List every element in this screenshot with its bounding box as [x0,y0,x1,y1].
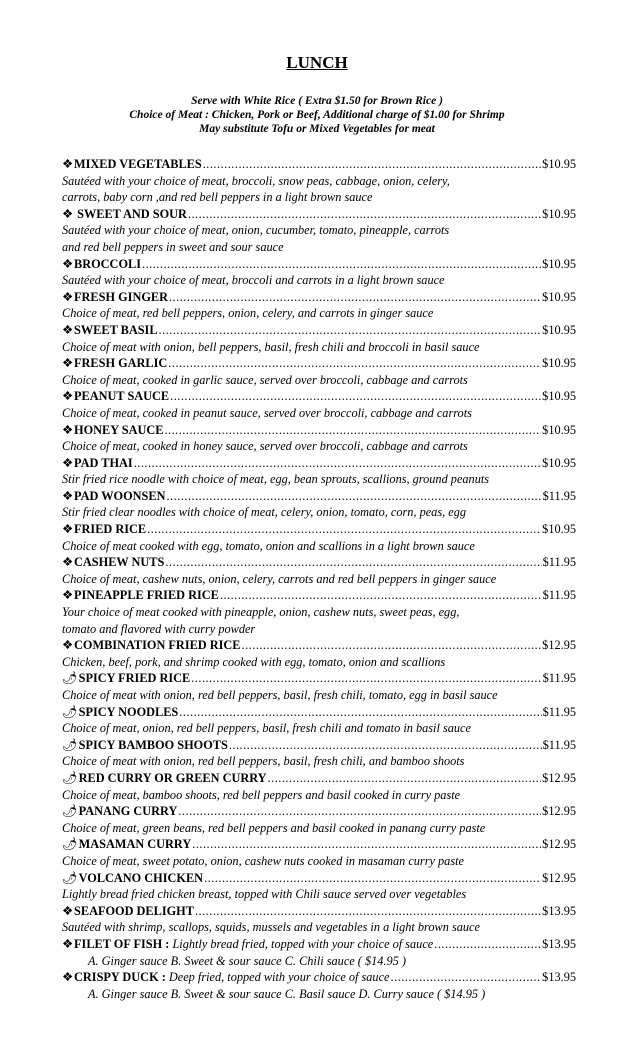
menu-item-price: $13.95 [542,903,576,918]
menu-item-sauce-options: A. Ginger sauce B. Sweet & sour sauce C. Basil sauce D. Curry sauce ( $14.95 ) [88,986,486,1001]
menu-item-description: Chicken, beef, pork, and shrimp cooked with egg, tomato, onion and scallions [62,654,446,669]
menu-item-heading [62,521,576,538]
dot-leader [391,969,542,986]
menu-item-description: Choice of meat cooked with egg, tomato, onion and scallions in a light brown sauce [62,538,475,553]
dot-leader [192,836,541,853]
menu-item-name: ❖FRIED RICE [62,522,147,537]
menu-item-name: 🌶PANANG CURRY [62,804,178,819]
menu-item-sauce-options: A. Ginger sauce B. Sweet & sour sauce C. Chili sauce ( $14.95 ) [88,953,406,968]
menu-item-name: ❖FRESH GINGER [62,289,168,304]
menu-item-price: $10.95 [542,322,576,337]
bullet-diamond-icon: ❖ [62,588,74,603]
menu-item-heading [62,388,576,405]
menu-item-price: $12.95 [542,804,576,819]
dot-leader [204,870,541,887]
menu-item-name: ❖PAD THAI [62,455,133,470]
bullet-diamond-icon: ❖ [62,488,74,503]
dot-leader [203,156,541,173]
intro-line-rice: Serve with White Rice ( Extra $1.50 for Brown Rice ) [191,95,443,107]
menu-item-description: Stir fried clear noodles with choice of meat, celery, onion, tomato, corn, peas, egg [62,505,467,520]
menu-item-heading [62,704,576,721]
menu-item-price: $11.95 [542,737,576,752]
bullet-diamond-icon: ❖ [62,970,74,985]
menu-item-description: Choice of meat, red bell peppers, onion, celery, and carrots in ginger sauce [62,306,434,321]
bullet-diamond-icon: ❖ [62,455,74,470]
menu-item-heading [62,322,576,339]
menu-item-description: Choice of meat, onion, red bell peppers, basil, fresh chili and tomato in basil sauce [62,721,471,736]
dot-leader [191,670,541,687]
menu-item-description: Choice of meat, bamboo shoots, red bell peppers and basil cooked in curry paste [62,787,461,802]
menu-item-description: Choice of meat, cooked in garlic sauce, served over broccoli, cabbage and carrots [62,372,468,387]
menu-item-heading [62,770,576,787]
dot-leader [178,803,541,820]
menu-item-price: $10.95 [542,289,576,304]
chili-pepper-icon: 🌶 [62,870,78,885]
menu-item-description: Choice of meat, cooked in peanut sauce, served over broccoli, cabbage and carrots [62,405,472,420]
chili-pepper-icon: 🌶 [62,804,78,819]
menu-item-description: Sautéed with shrimp, scallops, squids, mussels and vegetables in a light brown sauce [62,920,480,935]
menu-item-name: 🌶VOLCANO CHICKEN [62,870,204,885]
bullet-diamond-icon: ❖ [62,389,74,404]
menu-item-heading [62,554,576,571]
page-title: LUNCH [286,53,348,72]
menu-item-name: ❖CRISPY DUCK : Deep fried, topped with your choice of sauce [62,970,390,985]
dot-leader [242,637,542,654]
menu-item-name: ❖FILET OF FISH : Lightly bread fried, topped with your choice of sauce [62,936,434,951]
intro-line-substitute: May substitute Tofu or Mixed Vegetables for meat [199,123,435,135]
dot-leader [164,422,541,439]
dot-leader [170,388,541,405]
menu-item-name: ❖SEAFOOD DELIGHT [62,903,194,918]
menu-item-note: Lightly bread fried, topped with your choice of sauce [172,936,434,951]
dot-leader [195,903,541,920]
menu-item-description: and red bell peppers in sweet and sour sauce [62,239,284,254]
menu-item-name: ❖FRESH GARLIC [62,356,168,371]
menu-item-heading [62,737,576,754]
chili-pepper-icon: 🌶 [62,671,78,686]
bullet-diamond-icon: ❖ [62,256,74,271]
dot-leader [168,355,541,372]
menu-item-price: $11.95 [542,704,576,719]
dot-leader [169,289,541,306]
menu-item-name: ❖SWEET BASIL [62,322,158,337]
menu-item-heading [62,670,576,687]
menu-item-heading [62,836,576,853]
menu-item-heading [62,156,576,173]
bullet-diamond-icon: ❖ [62,322,74,337]
bullet-diamond-icon: ❖ [62,936,74,951]
bullet-diamond-icon: ❖ [62,356,74,371]
chili-pepper-icon: 🌶 [62,704,78,719]
dot-leader [134,455,541,472]
menu-item-name: 🌶RED CURRY OR GREEN CURRY [62,770,267,785]
menu-item-price: $11.95 [542,488,576,503]
menu-item-description: Sautéed with your choice of meat, broccoli, snow peas, cabbage, onion, celery, [62,173,450,188]
menu-item-price: $10.95 [542,157,576,171]
dot-leader [165,554,541,571]
menu-item-name: ❖HONEY SAUCE [62,422,164,437]
menu-item-name: ❖PEANUT SAUCE [62,389,170,404]
bullet-diamond-icon: ❖ [62,157,74,171]
menu-item-description: Choice of meat, green beans, red bell peppers and basil cooked in panang curry paste [62,820,486,835]
menu-item-note: Deep fried, topped with your choice of sauce [168,970,390,985]
menu-item-description: tomato and flavored with curry powder [62,621,256,636]
menu-item-description: Choice of meat, sweet potato, onion, cashew nuts cooked in masaman curry paste [62,853,464,868]
menu-item-name: ❖PINEAPPLE FRIED RICE [62,588,219,603]
menu-item-name: ❖MIXED VEGETABLES [62,157,202,171]
menu-item-price: $12.95 [542,870,576,885]
menu-item-heading [62,969,576,986]
menu-item-heading [62,903,576,920]
menu-item-heading [62,803,576,820]
dot-leader [188,206,541,223]
menu-item-name: ❖PAD WOONSEN [62,488,166,503]
menu-items-list [62,156,576,1002]
bullet-diamond-icon: ❖ [62,522,74,537]
bullet-diamond-icon: ❖ [62,422,74,437]
dot-leader [179,704,541,721]
menu-item-description: Choice of meat, cashew nuts, onion, celery, carrots and red bell peppers in ginger sauce [62,571,497,586]
menu-item-name: ❖BROCCOLI [62,256,141,271]
menu-item-description: Choice of meat with onion, red bell peppers, basil, fresh chili, and bamboo shoots [62,754,465,769]
menu-item-price: $12.95 [542,770,576,785]
menu-item-description: Your choice of meat cooked with pineapple, onion, cashew nuts, sweet peas, egg, [62,605,460,620]
menu-item-heading [62,422,576,439]
menu-item-description: Sautéed with your choice of meat, onion, cucumber, tomato, pineapple, carrots [62,223,450,238]
menu-item-name: 🌶SPICY NOODLES [62,704,179,719]
menu-item-description: Stir fried rice noodle with choice of meat, egg, bean sprouts, scallions, ground peanuts [62,472,490,487]
menu-item-name: ❖CASHEW NUTS [62,555,165,570]
dot-leader [142,256,541,273]
chili-pepper-icon: 🌶 [62,837,78,852]
dot-leader [166,488,541,505]
menu-item-description: Choice of meat with onion, red bell peppers, basil, fresh chili, tomato, egg in basil sauce [62,688,498,702]
menu-item-price: $11.95 [542,588,576,603]
dot-leader [229,737,542,754]
bullet-diamond-icon: ❖ [62,638,74,653]
menu-item-name: 🌶SPICY FRIED RICE [62,671,191,686]
bullet-diamond-icon: ❖ [62,555,74,570]
dot-leader [268,770,542,787]
bullet-diamond-icon: ❖ [62,903,74,918]
menu-item-heading [62,206,576,223]
menu-item-heading [62,256,576,273]
chili-pepper-icon: 🌶 [62,737,78,752]
menu-item-price: $10.95 [542,256,576,271]
menu-item-price: $12.95 [542,638,576,653]
dot-leader [220,587,542,604]
menu-item-price: $11.95 [542,555,576,570]
menu-item-price: $10.95 [542,522,576,537]
menu-item-heading [62,488,576,505]
menu-item-heading [62,870,576,887]
menu-item-price: $11.95 [542,671,576,686]
bullet-diamond-icon: ❖ [62,289,74,304]
menu-item-price: $10.95 [542,455,576,470]
menu-item-name: ❖COMBINATION FRIED RICE [62,638,241,653]
menu-item-price: $13.95 [542,936,576,951]
menu-item-heading [62,289,576,306]
menu-item-price: $13.95 [542,970,576,985]
chili-pepper-icon: 🌶 [62,770,78,785]
menu-item-description: Choice of meat with onion, bell peppers, basil, fresh chili and broccoli in basil sauce [62,339,480,354]
menu-item-heading [62,936,576,953]
bullet-diamond-icon: ❖ [62,206,74,221]
menu-item-name: 🌶SPICY BAMBOO SHOOTS [62,737,228,752]
menu-item-description: Choice of meat, cooked in honey sauce, served over broccoli, cabbage and carrots [62,439,468,454]
menu-item-description: carrots, baby corn ,and red bell peppers in a light brown sauce [62,190,373,205]
menu-item-price: $10.95 [542,356,576,371]
dot-leader [434,936,541,953]
menu-item-price: $12.95 [542,837,576,852]
menu-item-heading [62,355,576,372]
menu-item-price: $10.95 [542,206,576,221]
dot-leader [147,521,541,538]
menu-item-heading [62,587,576,604]
menu-item-name: ❖ SWEET AND SOUR [62,206,187,221]
menu-item-description: Sautéed with your choice of meat, broccoli and carrots in a light brown sauce [62,273,445,288]
intro-line-meat: Choice of Meat : Chicken, Pork or Beef, Additional charge of $1.00 for Shrimp [129,109,505,121]
menu-item-heading [62,637,576,654]
menu-item-name: 🌶MASAMAN CURRY [62,837,192,852]
dot-leader [159,322,542,339]
menu-item-heading [62,455,576,472]
menu-item-description: Lightly bread fried chicken breast, topped with Chili sauce served over vegetables [62,887,467,902]
menu-item-price: $10.95 [542,389,576,404]
menu-item-price: $10.95 [542,422,576,437]
